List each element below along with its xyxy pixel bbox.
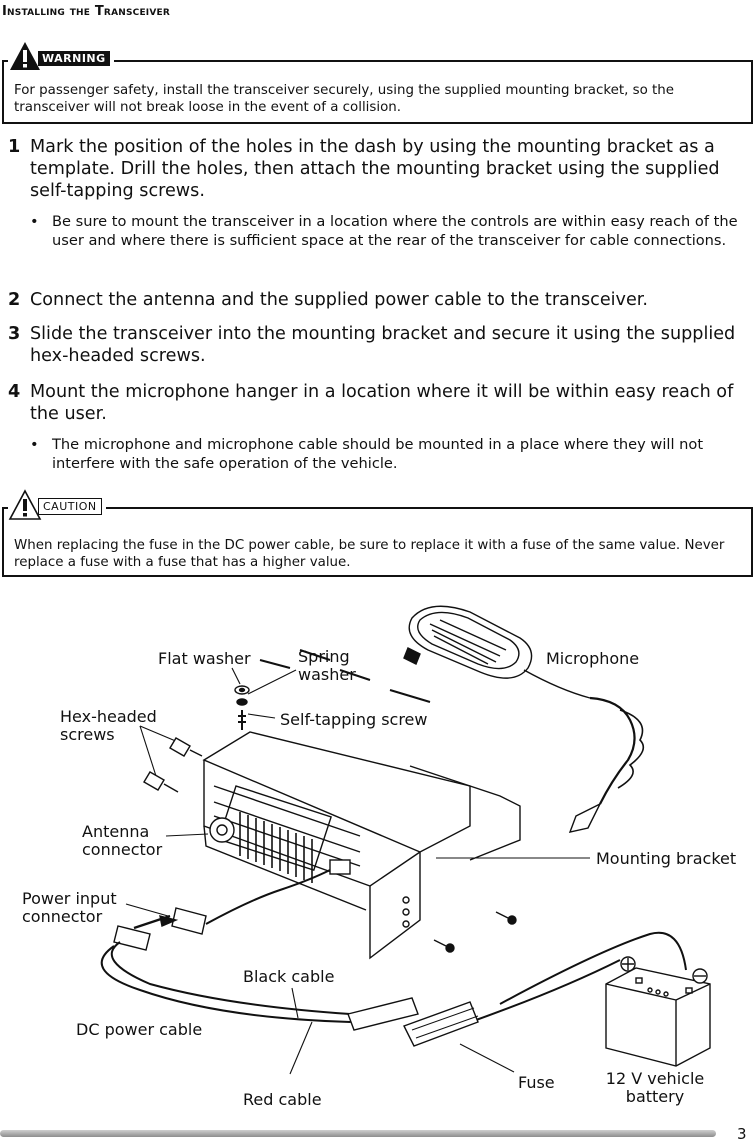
label-hex-headed-screws: Hex-headed screws [60,707,157,744]
bullet-2 [30,435,742,473]
warning-text: For passenger safety, install the transceiver securely, using the supplied mounting bracket, so the transceiver will not break loose in the event of a collision. [14,83,675,115]
step-text: Connect the antenna and the supplied power cable to the transceiver. [30,290,648,310]
label-mounting-bracket: Mounting bracket [596,849,737,868]
page-number: 3 [737,1125,747,1143]
label-battery: 12 V vehicle battery [605,1069,705,1106]
bullet-text: The microphone and microphone cable should be mounted in a place where they will not interfere with the safe operation of the vehicle. [52,436,704,472]
washer-icon [235,686,249,730]
battery-icon [606,957,710,1066]
fuse-icon [348,998,478,1046]
label-black-cable: Black cable [243,967,335,986]
warning-label: WARNING [38,51,110,66]
warning-box [2,52,753,124]
section-title: Installing the Transceiver [2,4,170,19]
step-number: 1 [8,137,21,157]
step-1 [8,136,748,202]
bullet-mark: • [30,436,39,453]
caution-triangle-icon [8,489,42,521]
caution-text: When replacing the fuse in the DC power cable, be sure to replace it with a fuse of the same value. Never replace a fuse with a fuse that has a higher value. [14,538,725,570]
step-text: Mark the position of the holes in the dash by using the mounting bracket as a template. Drill the holes, then attach the mounting bracket using the supplied self-tapping screws. [30,137,720,201]
label-red-cable: Red cable [243,1090,322,1109]
caution-tag [8,489,106,521]
step-number: 2 [8,290,21,310]
label-antenna-connector: Antenna connector [82,822,163,859]
step-2 [8,289,748,311]
warning-triangle-icon [8,40,42,72]
step-text: Slide the transceiver into the mounting bracket and secure it using the supplied hex-headed screws. [30,324,736,366]
warning-tag [8,40,114,72]
step-number: 3 [8,324,21,344]
caution-label: CAUTION [38,498,102,515]
caution-box [2,500,753,577]
label-fuse: Fuse [518,1073,555,1092]
mounting-screw-icon [434,912,516,952]
step-4 [8,381,748,425]
bullet-text: Be sure to mount the transceiver in a location where the controls are within easy reach of the user and where there is sufficient space at the rear of the transceiver for cable connections. [52,213,738,249]
bullet-mark: • [30,213,39,230]
label-power-input-connector: Power input connector [22,889,117,926]
label-spring-washer: Spring washer [298,647,356,684]
step-number: 4 [8,382,21,402]
label-microphone: Microphone [546,649,640,668]
step-text: Mount the microphone hanger in a location where it will be within easy reach of the user. [30,382,734,424]
label-self-tapping-screw: Self-tapping screw [280,710,428,729]
bullet-1 [30,212,742,250]
label-dc-power-cable: DC power cable [76,1020,203,1039]
footer-bar [0,1130,716,1137]
label-flat-washer: Flat washer [158,649,251,668]
step-3 [8,323,748,367]
